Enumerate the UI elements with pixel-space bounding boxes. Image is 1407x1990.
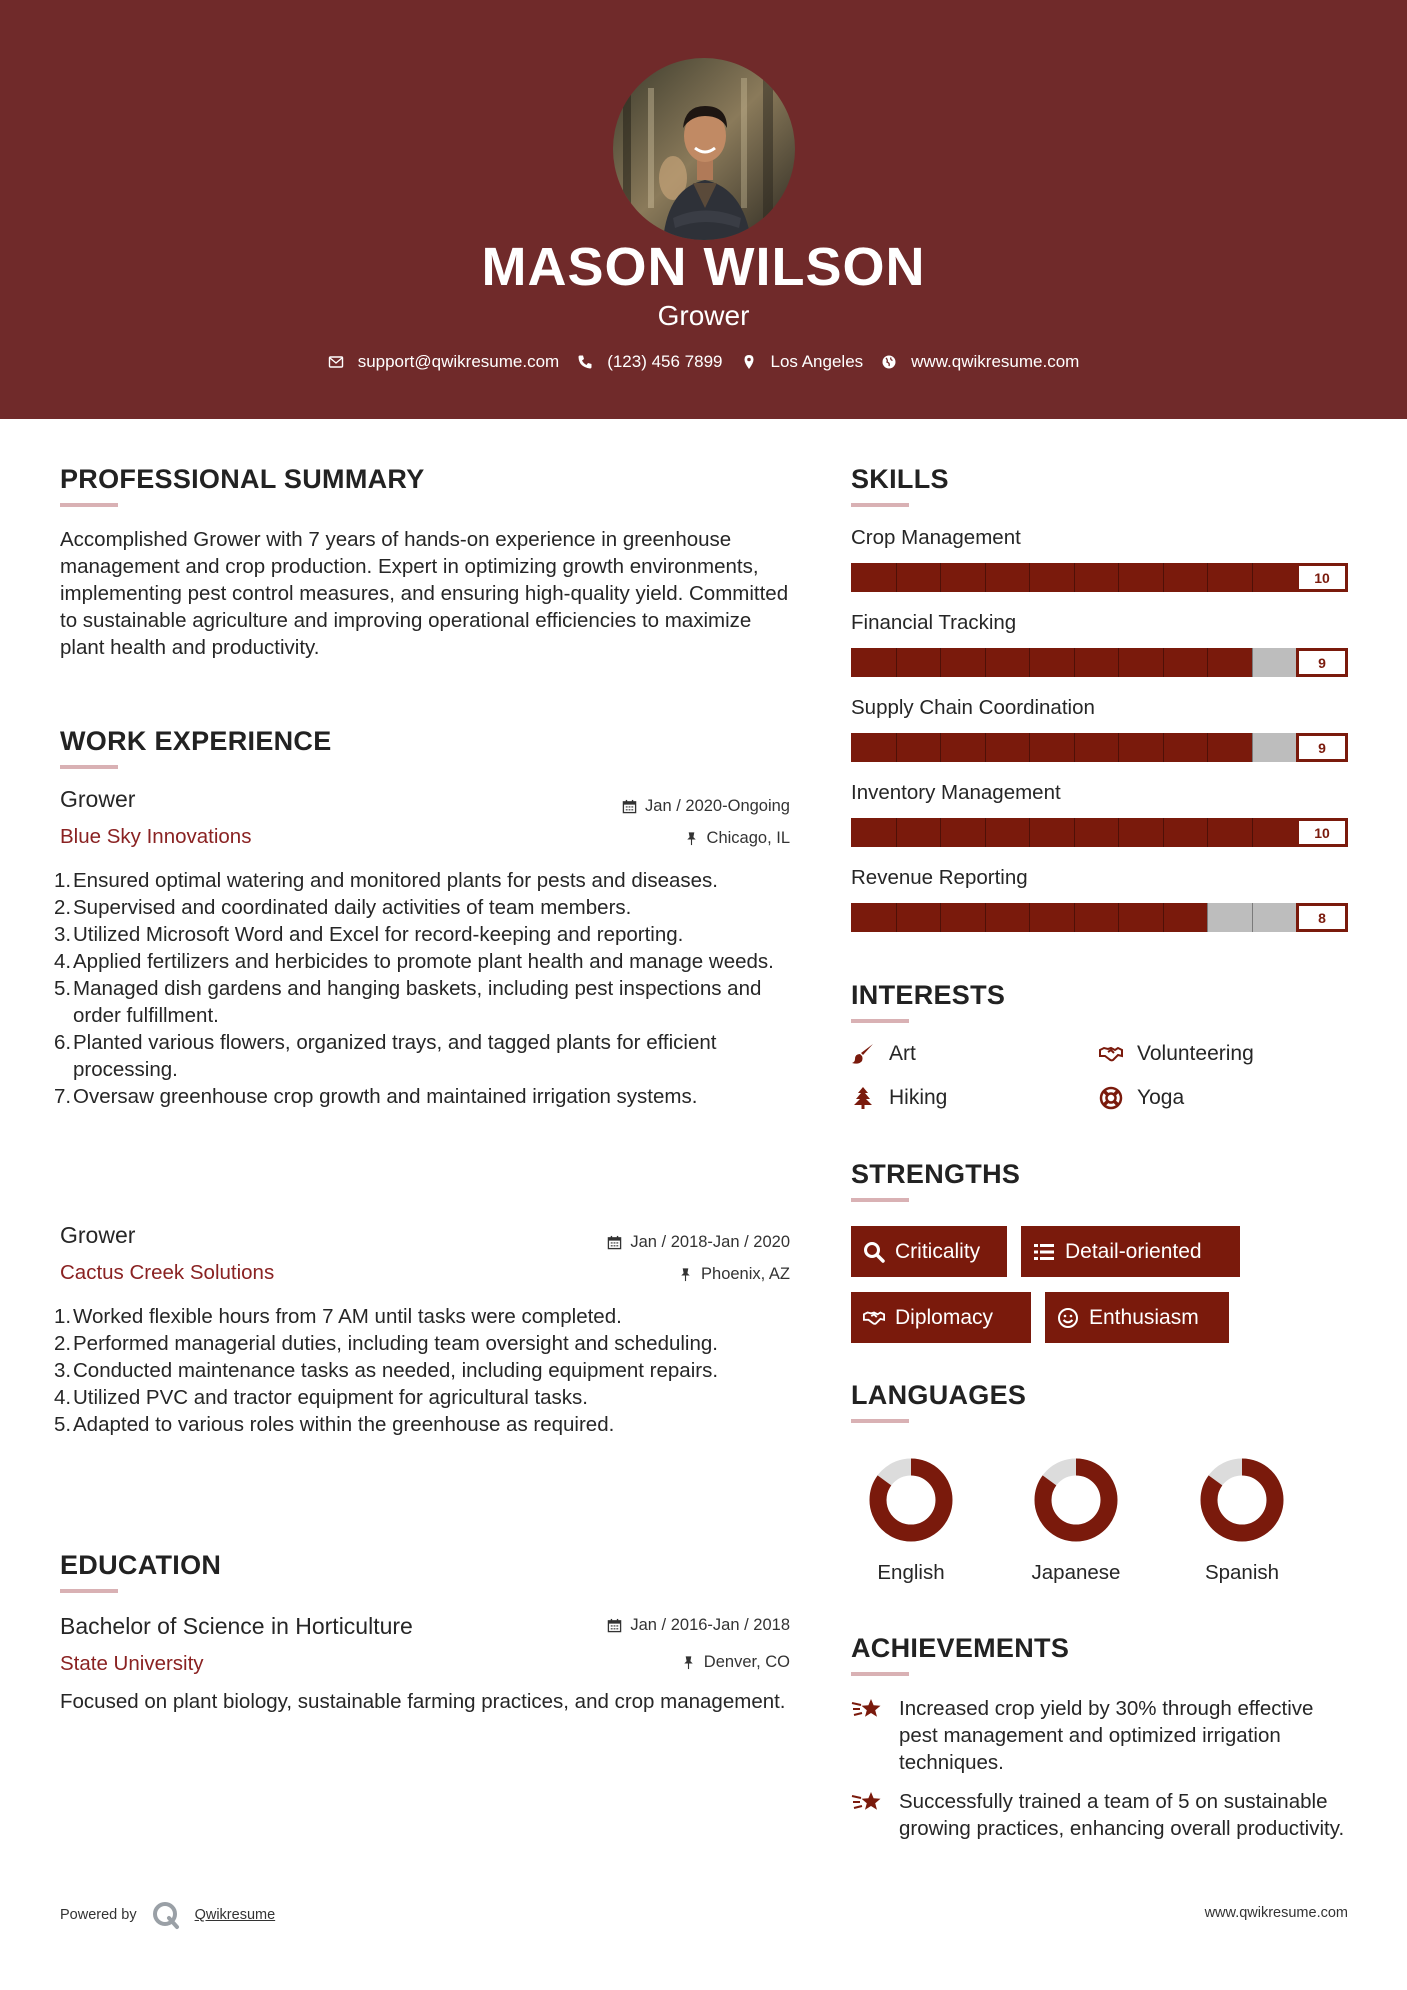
qwikresume-link[interactable]: Qwikresume bbox=[194, 1907, 276, 1923]
skill-name: Revenue Reporting bbox=[851, 866, 1028, 889]
duty-text: Worked flexible hours from 7 AM until tasks were completed. bbox=[73, 1305, 622, 1328]
skill-bar-divider bbox=[1207, 563, 1208, 592]
resume-header bbox=[0, 0, 1407, 419]
job-location-text: Phoenix, AZ bbox=[701, 1265, 790, 1283]
education-dates bbox=[607, 1616, 790, 1635]
strength-label: Detail-oriented bbox=[1065, 1239, 1202, 1263]
skill-bar-divider bbox=[1074, 903, 1075, 932]
skill-bar bbox=[851, 903, 1348, 932]
location-text: Los Angeles bbox=[770, 352, 864, 371]
footer-powered-by bbox=[60, 1900, 275, 1930]
duty-number: 7. bbox=[54, 1085, 72, 1108]
duty-number: 3. bbox=[54, 1359, 72, 1382]
duty-number: 4. bbox=[54, 950, 72, 973]
job-title: Grower bbox=[60, 786, 136, 812]
phone-icon bbox=[577, 354, 593, 370]
strength-tag bbox=[851, 1292, 1031, 1343]
skill-bar-divider bbox=[1207, 733, 1208, 762]
strength-label: Criticality bbox=[895, 1239, 981, 1263]
strength-label: Enthusiasm bbox=[1089, 1305, 1199, 1329]
achievement-text: Successfully trained a team of 5 on sustainable growing practices, enhancing overall productivity. bbox=[899, 1790, 1345, 1840]
duty-text: Managed dish gardens and hanging baskets, including pest inspections and order fulfillment. bbox=[73, 977, 762, 1027]
languages-heading-underline bbox=[851, 1419, 909, 1423]
skill-bar bbox=[851, 733, 1348, 762]
skill-bar-divider bbox=[1029, 903, 1030, 932]
skill-bar-divider bbox=[1252, 818, 1253, 847]
skill-score: 9 bbox=[1296, 733, 1348, 762]
contact-bar bbox=[0, 352, 1407, 372]
duty-number: 5. bbox=[54, 1413, 72, 1436]
footer-website[interactable]: www.qwikresume.com bbox=[1204, 1905, 1348, 1921]
skill-name: Supply Chain Coordination bbox=[851, 696, 1095, 719]
skill-bar-fill bbox=[851, 648, 1252, 677]
language-name: Spanish bbox=[1204, 1561, 1280, 1584]
summary-heading-underline bbox=[60, 503, 118, 507]
skill-name: Financial Tracking bbox=[851, 611, 1017, 634]
shooting-star-icon bbox=[851, 1695, 883, 1723]
duty-item bbox=[55, 1029, 800, 1083]
strength-label: Diplomacy bbox=[895, 1305, 994, 1329]
skill-bar-divider bbox=[896, 648, 897, 677]
interest-label: Volunteering bbox=[1137, 1042, 1254, 1065]
search-icon bbox=[863, 1241, 885, 1263]
language-item bbox=[1172, 1457, 1312, 1585]
skill-bar-fill bbox=[851, 563, 1348, 592]
interest-label: Art bbox=[889, 1042, 916, 1065]
interests-heading: INTERESTS bbox=[851, 980, 1006, 1010]
duty-item bbox=[55, 948, 800, 975]
skill-bar-fill bbox=[851, 733, 1252, 762]
skill-bar-divider bbox=[1252, 733, 1253, 762]
skill-bar-divider bbox=[1163, 733, 1164, 762]
skill-bar-divider bbox=[1163, 818, 1164, 847]
duty-text: Performed managerial duties, including team oversight and scheduling. bbox=[73, 1332, 718, 1355]
contact-phone[interactable] bbox=[577, 352, 722, 372]
education-location-text: Denver, CO bbox=[703, 1653, 790, 1671]
skill-bar-divider bbox=[1118, 733, 1119, 762]
experience-heading: WORK EXPERIENCE bbox=[60, 726, 332, 756]
skill-bar-divider bbox=[1074, 648, 1075, 677]
duty-item bbox=[55, 894, 800, 921]
skill-bar-divider bbox=[1252, 563, 1253, 592]
skill-bar-divider bbox=[985, 733, 986, 762]
strength-tag bbox=[1021, 1226, 1240, 1277]
strength-tag bbox=[851, 1226, 1007, 1277]
duty-item bbox=[55, 1330, 800, 1357]
language-proficiency-ring bbox=[1033, 1457, 1119, 1543]
job-title: Grower bbox=[60, 1222, 136, 1248]
skill-bar-divider bbox=[1163, 563, 1164, 592]
interest-item bbox=[851, 1042, 916, 1066]
profile-photo bbox=[613, 58, 795, 240]
calendar-icon bbox=[607, 1618, 622, 1633]
language-item bbox=[841, 1457, 981, 1585]
website-text: www.qwikresume.com bbox=[911, 352, 1080, 371]
language-proficiency-ring bbox=[868, 1457, 954, 1543]
lifebuoy-icon bbox=[1099, 1086, 1123, 1110]
skill-bar-divider bbox=[1163, 903, 1164, 932]
pushpin-icon bbox=[684, 831, 699, 846]
contact-location bbox=[741, 352, 864, 372]
candidate-name: MASON WILSON bbox=[481, 237, 926, 297]
skill-bar-divider bbox=[1163, 648, 1164, 677]
skill-bar-divider bbox=[1029, 563, 1030, 592]
skill-bar-divider bbox=[940, 903, 941, 932]
duty-item bbox=[55, 921, 800, 948]
skill-bar-divider bbox=[940, 648, 941, 677]
languages-heading: LANGUAGES bbox=[851, 1380, 1027, 1410]
achievements-heading: ACHIEVEMENTS bbox=[851, 1633, 1070, 1663]
interests-heading-underline bbox=[851, 1019, 909, 1023]
skill-bar-divider bbox=[940, 563, 941, 592]
skill-bar-divider bbox=[1029, 818, 1030, 847]
interest-item bbox=[851, 1086, 947, 1110]
education-location bbox=[681, 1653, 790, 1672]
duty-text: Applied fertilizers and herbicides to promote plant health and manage weeds. bbox=[73, 950, 774, 973]
duty-item bbox=[55, 1083, 800, 1110]
skill-bar-divider bbox=[1074, 818, 1075, 847]
education-description: Focused on plant biology, sustainable farming practices, and crop management. bbox=[60, 1690, 786, 1713]
duty-number: 1. bbox=[54, 869, 72, 892]
language-item bbox=[1006, 1457, 1146, 1585]
experience-heading-underline bbox=[60, 765, 118, 769]
map-marker-icon bbox=[741, 354, 757, 370]
skill-bar-divider bbox=[940, 733, 941, 762]
skill-bar-divider bbox=[896, 903, 897, 932]
achievement-text: Increased crop yield by 30% through effective pest management and optimized irrigation techniques. bbox=[899, 1697, 1314, 1774]
job-dates bbox=[622, 797, 790, 816]
education-heading: EDUCATION bbox=[60, 1550, 222, 1580]
qwikresume-logo-icon bbox=[151, 1900, 181, 1930]
skill-score: 8 bbox=[1296, 903, 1348, 932]
skill-bar-divider bbox=[896, 818, 897, 847]
job-location-text: Chicago, IL bbox=[706, 829, 790, 847]
duty-number: 4. bbox=[54, 1386, 72, 1409]
job-duties-list bbox=[55, 867, 800, 1110]
achievement-item bbox=[851, 1788, 1351, 1842]
skill-bar-fill bbox=[851, 818, 1348, 847]
interest-item bbox=[1099, 1086, 1184, 1110]
duty-text: Ensured optimal watering and monitored plants for pests and diseases. bbox=[73, 869, 718, 892]
school-name: State University bbox=[60, 1652, 204, 1675]
strengths-heading: STRENGTHS bbox=[851, 1159, 1021, 1189]
duty-text: Utilized PVC and tractor equipment for agricultural tasks. bbox=[73, 1386, 589, 1409]
skill-bar-divider bbox=[1029, 648, 1030, 677]
skill-bar-divider bbox=[896, 733, 897, 762]
skill-bar-divider bbox=[1207, 903, 1208, 932]
contact-website[interactable] bbox=[881, 352, 1079, 372]
skill-bar-divider bbox=[1118, 648, 1119, 677]
duty-item bbox=[55, 867, 800, 894]
duty-text: Adapted to various roles within the greenhouse as required. bbox=[73, 1413, 615, 1436]
interest-item bbox=[1099, 1042, 1254, 1066]
job-dates bbox=[607, 1233, 790, 1252]
duty-text: Oversaw greenhouse crop growth and maintained irrigation systems. bbox=[73, 1085, 698, 1108]
skill-bar bbox=[851, 648, 1348, 677]
skill-bar-divider bbox=[1118, 818, 1119, 847]
summary-text: Accomplished Grower with 7 years of hands-on experience in greenhouse management and crop production. Expert in optimizing growth environments, implementing pest control measures, and ensuring high-quality yield. Committed to sustainable agriculture and improving operational efficiencies to maximize plant health and productivity. bbox=[60, 528, 789, 659]
duty-text: Utilized Microsoft Word and Excel for record-keeping and reporting. bbox=[73, 923, 684, 946]
duty-text: Conducted maintenance tasks as needed, including equipment repairs. bbox=[73, 1359, 719, 1382]
list-icon bbox=[1033, 1241, 1055, 1263]
duty-number: 1. bbox=[54, 1305, 72, 1328]
pushpin-icon bbox=[681, 1655, 696, 1670]
skill-bar-divider bbox=[1118, 563, 1119, 592]
job-dates-text: Jan / 2020-Ongoing bbox=[645, 797, 790, 815]
degree-title: Bachelor of Science in Horticulture bbox=[60, 1613, 413, 1639]
skill-bar-divider bbox=[896, 563, 897, 592]
skill-score: 10 bbox=[1296, 818, 1348, 847]
skill-bar bbox=[851, 818, 1348, 847]
tree-icon bbox=[851, 1086, 875, 1110]
smile-icon bbox=[1057, 1307, 1079, 1329]
email-text: support@qwikresume.com bbox=[357, 352, 560, 371]
interest-label: Hiking bbox=[889, 1086, 948, 1109]
education-heading-underline bbox=[60, 1589, 118, 1593]
skill-bar-divider bbox=[1252, 648, 1253, 677]
skill-bar-divider bbox=[1252, 903, 1253, 932]
calendar-icon bbox=[607, 1235, 622, 1250]
handshake-icon bbox=[1099, 1042, 1123, 1066]
job-location bbox=[678, 1265, 790, 1284]
skill-bar-divider bbox=[1074, 563, 1075, 592]
calendar-icon bbox=[622, 799, 637, 814]
contact-email[interactable] bbox=[328, 352, 560, 372]
duty-number: 2. bbox=[54, 1332, 72, 1355]
duty-number: 3. bbox=[54, 923, 72, 946]
skill-bar-divider bbox=[985, 818, 986, 847]
language-name: English bbox=[877, 1561, 945, 1584]
duty-item bbox=[55, 1384, 800, 1411]
strength-tag bbox=[1045, 1292, 1229, 1343]
skill-bar-divider bbox=[985, 903, 986, 932]
skill-name: Crop Management bbox=[851, 526, 1021, 549]
handshake-icon bbox=[863, 1307, 885, 1329]
skills-heading: SKILLS bbox=[851, 464, 949, 494]
shooting-star-icon bbox=[851, 1788, 883, 1816]
duty-item bbox=[55, 1357, 800, 1384]
skill-bar-divider bbox=[985, 648, 986, 677]
achievement-item bbox=[851, 1695, 1351, 1776]
skill-bar bbox=[851, 563, 1348, 592]
skill-score: 9 bbox=[1296, 648, 1348, 677]
language-name: Japanese bbox=[1031, 1561, 1121, 1584]
candidate-title: Grower bbox=[657, 300, 750, 331]
skill-bar-divider bbox=[1074, 733, 1075, 762]
skill-name: Inventory Management bbox=[851, 781, 1061, 804]
achievements-heading-underline bbox=[851, 1672, 909, 1676]
summary-heading: PROFESSIONAL SUMMARY bbox=[60, 464, 425, 494]
language-proficiency-ring bbox=[1199, 1457, 1285, 1543]
skill-score: 10 bbox=[1296, 563, 1348, 592]
globe-icon bbox=[881, 354, 897, 370]
skill-bar-divider bbox=[1029, 733, 1030, 762]
pushpin-icon bbox=[678, 1267, 693, 1282]
duty-text: Planted various flowers, organized trays, and tagged plants for efficient processing. bbox=[73, 1031, 717, 1081]
paintbrush-icon bbox=[851, 1042, 875, 1066]
phone-text: (123) 456 7899 bbox=[607, 352, 723, 371]
duty-text: Supervised and coordinated daily activities of team members. bbox=[73, 896, 632, 919]
education-dates-text: Jan / 2016-Jan / 2018 bbox=[630, 1616, 790, 1634]
skill-bar-divider bbox=[1118, 903, 1119, 932]
duty-number: 2. bbox=[54, 896, 72, 919]
duty-item bbox=[55, 1411, 800, 1438]
duty-number: 6. bbox=[54, 1031, 72, 1054]
skill-bar-divider bbox=[1207, 818, 1208, 847]
envelope-icon bbox=[328, 354, 344, 370]
job-company: Cactus Creek Solutions bbox=[60, 1261, 275, 1284]
skill-bar-divider bbox=[1207, 648, 1208, 677]
strengths-heading-underline bbox=[851, 1198, 909, 1202]
duty-item bbox=[55, 1303, 800, 1330]
skills-heading-underline bbox=[851, 503, 909, 507]
duty-number: 5. bbox=[54, 977, 72, 1000]
duty-item bbox=[55, 975, 800, 1029]
job-company: Blue Sky Innovations bbox=[60, 825, 252, 848]
job-dates-text: Jan / 2018-Jan / 2020 bbox=[630, 1233, 790, 1251]
skill-bar-divider bbox=[985, 563, 986, 592]
powered-by-text: Powered by bbox=[60, 1907, 137, 1923]
job-location bbox=[684, 829, 790, 848]
skill-bar-divider bbox=[940, 818, 941, 847]
job-duties-list bbox=[55, 1303, 800, 1438]
interest-label: Yoga bbox=[1137, 1086, 1185, 1109]
